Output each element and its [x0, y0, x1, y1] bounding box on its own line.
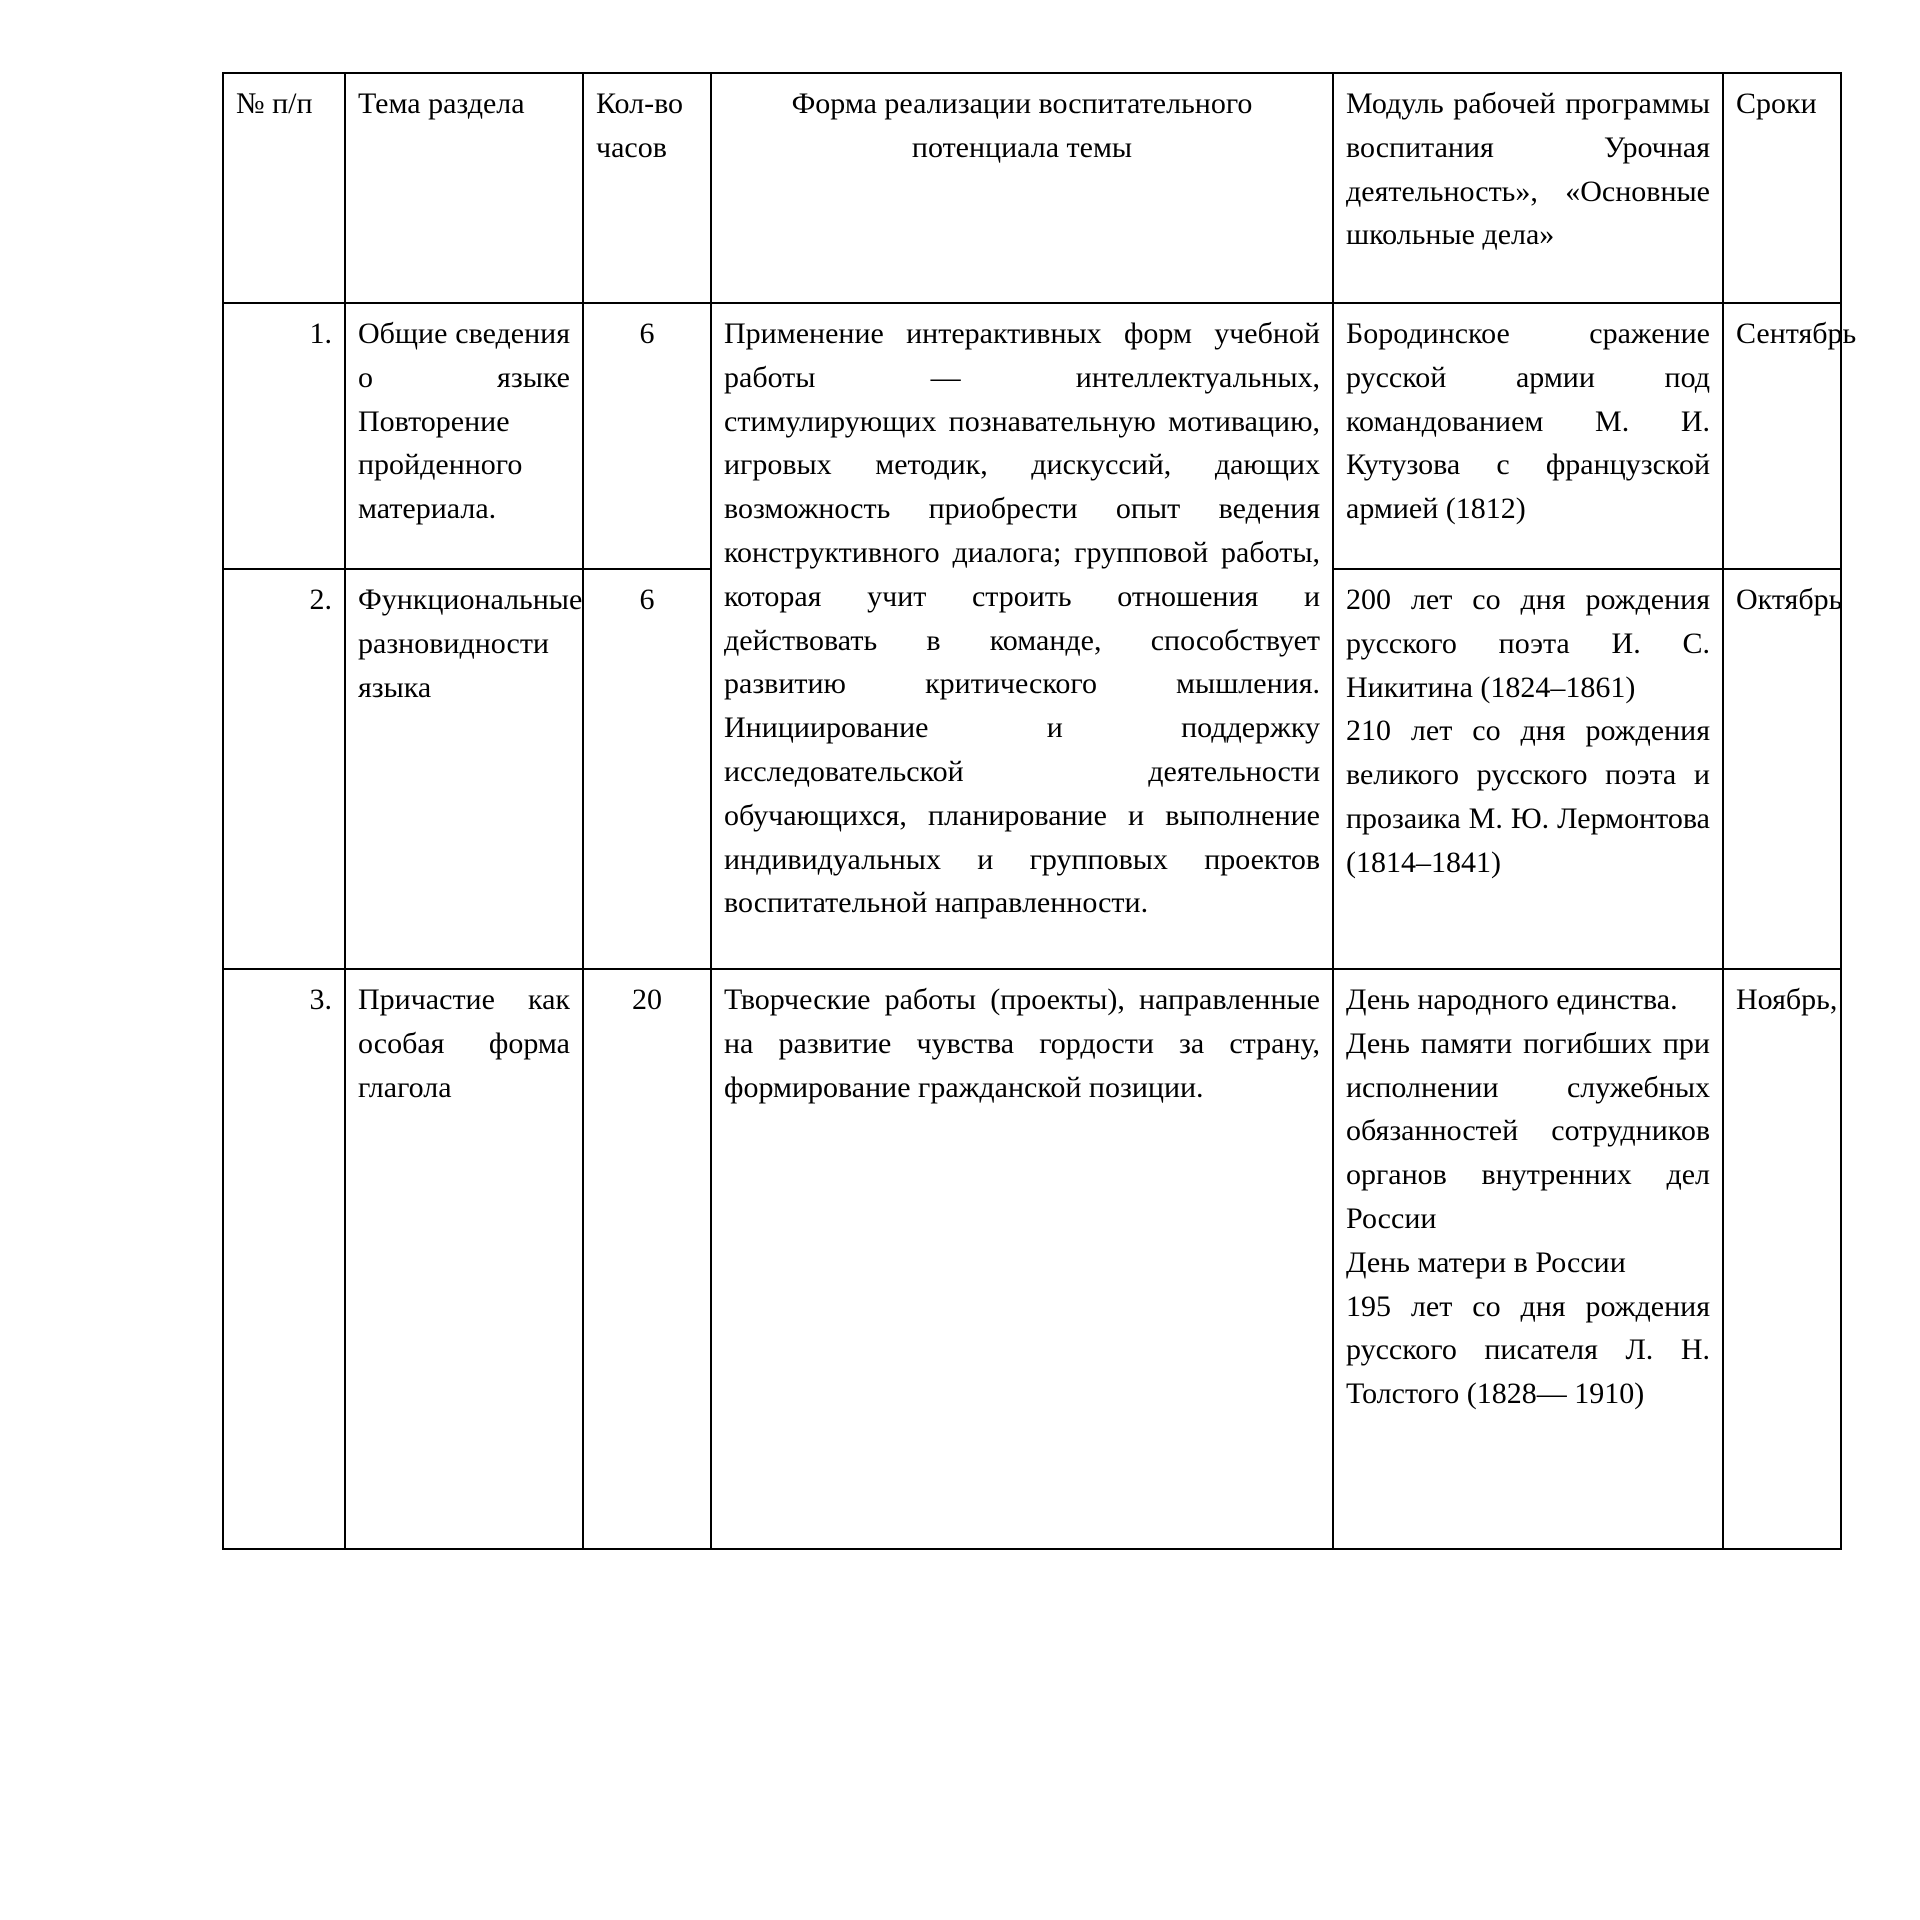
column-header-form: Форма реализации воспитательного потенциала темы [711, 73, 1333, 303]
column-header-terms: Сроки [1723, 73, 1841, 303]
cell-hours: 20 [583, 969, 711, 1549]
cell-terms: Октябрь [1723, 569, 1841, 969]
cell-line: 210 лет со дня рождения великого русского поэта и прозаика М. Ю. Лермонтова (1814–1841) [1346, 714, 1710, 879]
cell-module [1333, 569, 1723, 969]
cell-line: 195 лет со дня рождения русского писателя Л. Н. Толстого (1828— 1910) [1346, 1289, 1710, 1411]
cell-theme: Причастие как особая форма глагола [345, 969, 583, 1549]
cell-number: 2. [223, 569, 345, 969]
cell-theme: Функциональные разновидности языка [345, 569, 583, 969]
table-row [223, 969, 1841, 1549]
cell-terms: Ноябрь, [1723, 969, 1841, 1549]
cell-theme: Общие сведения о языке Повторение пройденного материала. [345, 303, 583, 569]
column-header-theme: Тема раздела [345, 73, 583, 303]
cell-terms: Сентябрь [1723, 303, 1841, 569]
cell-form: Творческие работы (проекты), направленные на развитие чувства гордости за страну, формирование гражданской позиции. [711, 969, 1333, 1549]
cell-number: 1. [223, 303, 345, 569]
cell-number: 3. [223, 969, 345, 1549]
cell-module [1333, 969, 1723, 1549]
educational-plan-table [222, 72, 1857, 1550]
cell-line: День матери в России [1346, 1245, 1626, 1279]
table-header-row [223, 73, 1841, 303]
cell-line: День народного единства. [1346, 983, 1678, 1016]
cell-line: 200 лет со дня рождения русского поэта И. С. Никитина (1824–1861) [1346, 583, 1710, 704]
cell-module: Бородинское сражение русской армии под командованием М. И. Кутузова с французской армией (1812) [1333, 303, 1723, 569]
column-header-hours: Кол-во часов [583, 73, 711, 303]
column-header-module: Модуль рабочей программы воспитания Урочная деятельность», «Основные школьные дела» [1333, 73, 1723, 303]
cell-hours: 6 [583, 569, 711, 969]
cell-form: Применение интерактивных форм учебной работы — интеллектуальных, стимулирующих познавательную мотивацию, игровых методик, дискуссий, дающих возможность приобрести опыт ведения конструктивного диалога; групповой работы, которая учит строить отношения и действовать в команде, способствует развитию критического мышления. Инициирование и поддержку исследовательской деятельности обучающихся, планирование и выполнение индивидуальных и групповых проектов воспитательной направленности. [711, 303, 1333, 969]
cell-line: День памяти погибших при исполнении служебных обязанностей сотрудников органов внутренних дел России [1346, 1026, 1710, 1235]
table-row [223, 303, 1841, 569]
cell-hours: 6 [583, 303, 711, 569]
column-header-number: № п/п [223, 73, 345, 303]
